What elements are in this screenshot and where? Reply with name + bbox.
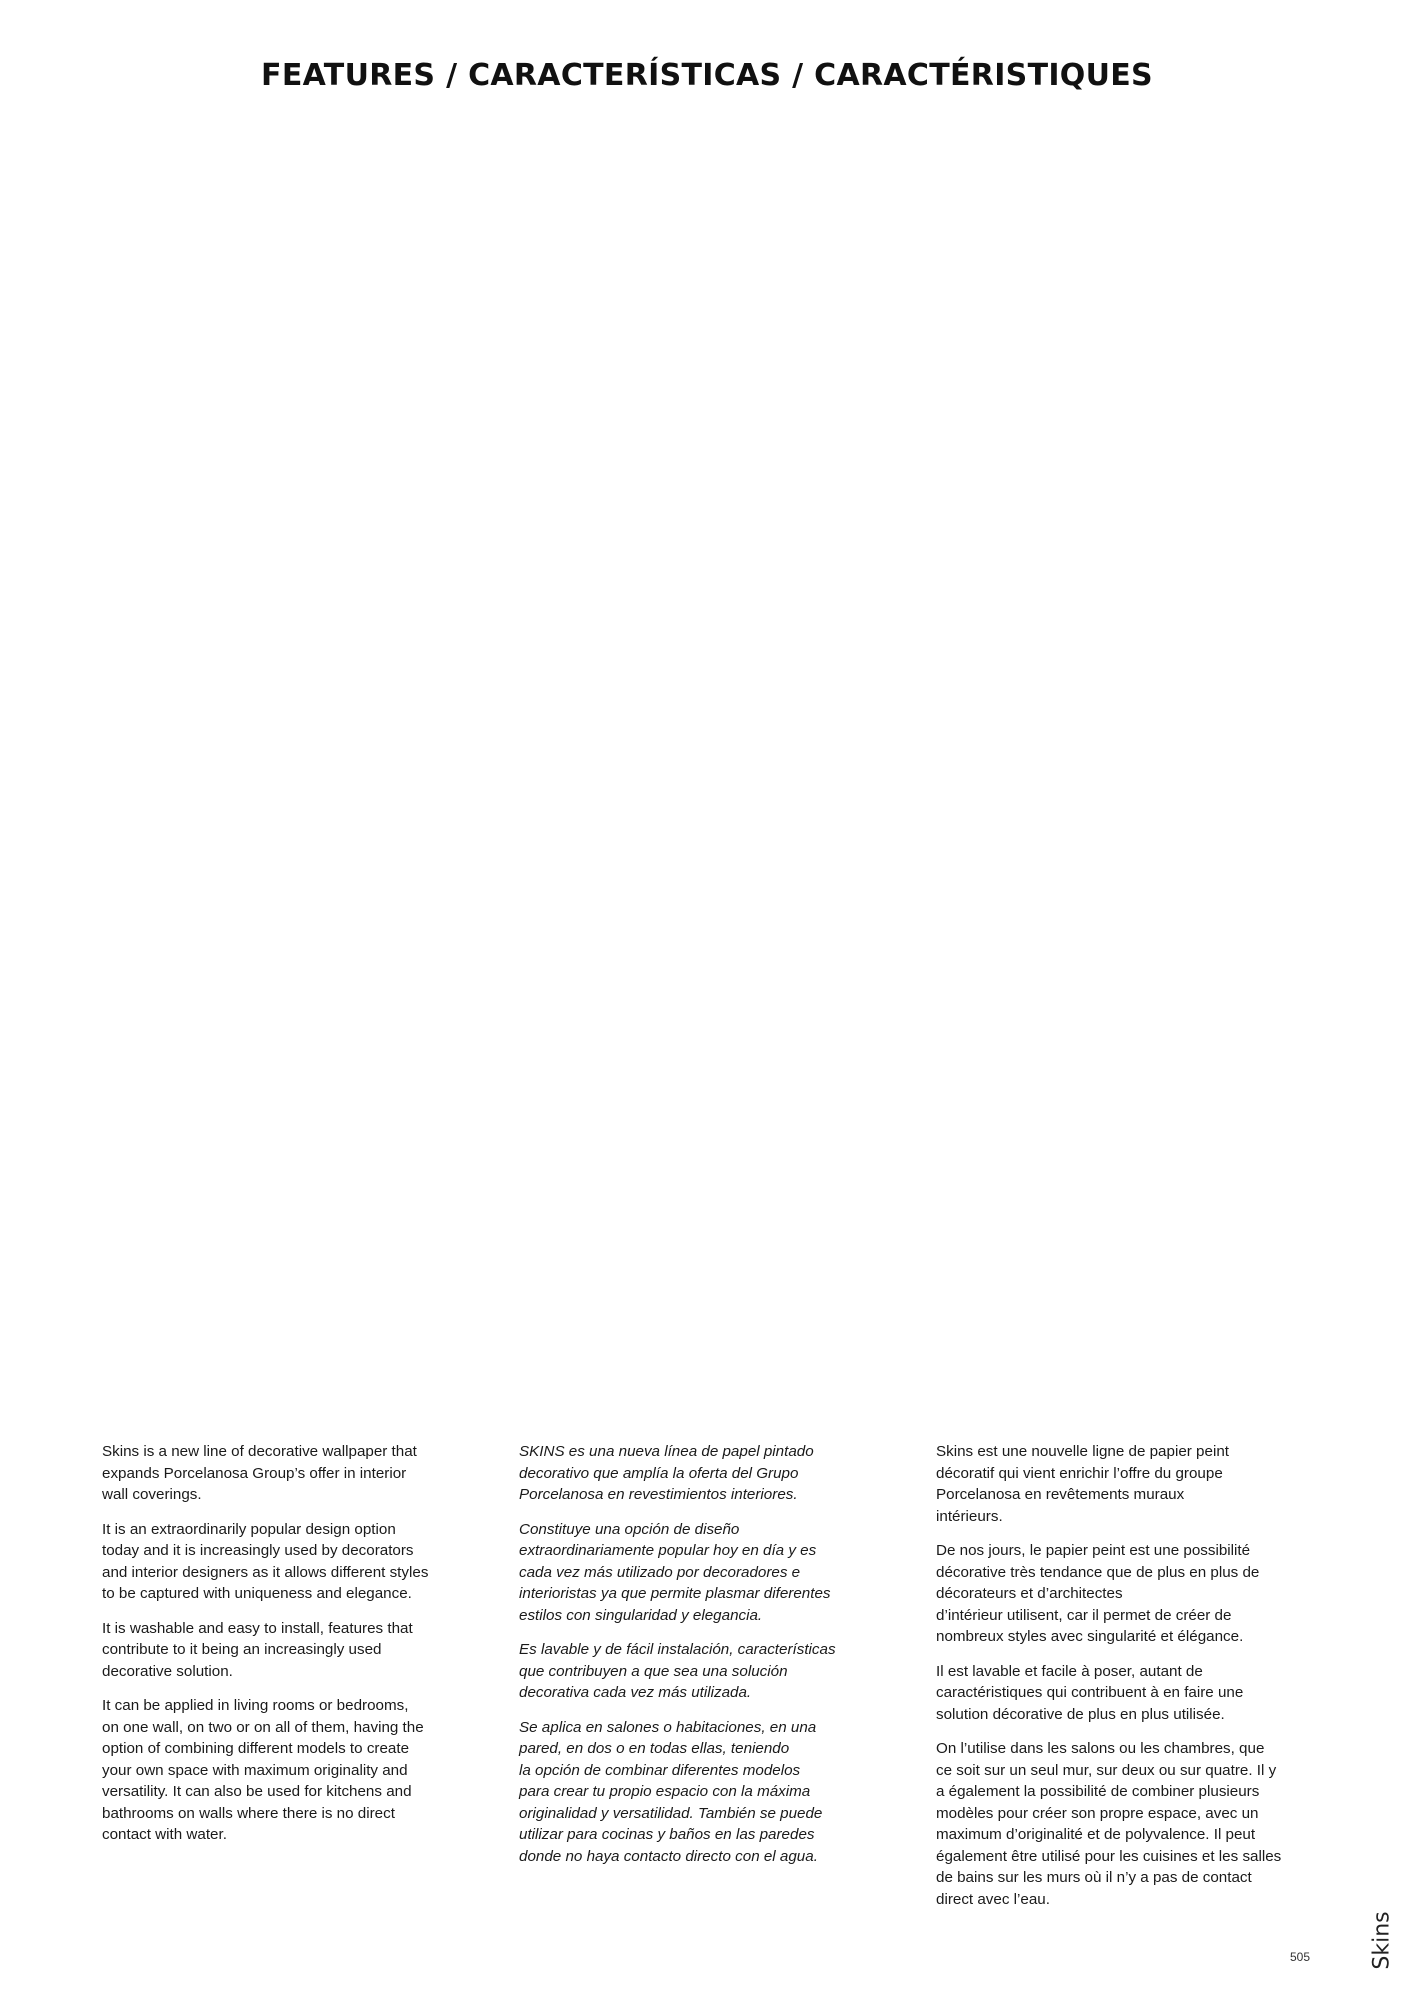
french-paragraph: Skins est une nouvelle ligne de papier peint décoratif qui vient enrichir l’offre du groupe Porcelanosa en revêtements muraux intérieurs. (936, 1443, 1229, 1525)
spanish-text-column (519, 1441, 904, 1880)
feature-image-area (100, 130, 1314, 1410)
spanish-paragraph: Se aplica en salones o habitaciones, en una pared, en dos o en todas ellas, teniendo la opción de combinar diferentes modelos para crear tu propio espacio con la máxima originalidad y versatilidad. También se puede utilizar para cocinas y baños en las paredes donde no haya contacto directo con el agua. (519, 1718, 823, 1865)
french-paragraph: De nos jours, le papier peint est une possibilité décorative très tendance que de plus en plus de décorateurs et d’architectes d’intérieur utilisent, car il permet de créer de nombreux styles avec singularité et élégance. (936, 1542, 1260, 1645)
spanish-paragraph: SKINS es una nueva línea de papel pintado decorativo que amplía la oferta del Grupo Porcelanosa en revestimientos interiores. (519, 1443, 814, 1503)
section-label-text: Skins (1369, 1910, 1395, 1970)
english-paragraph: It can be applied in living rooms or bedrooms, on one wall, on two or on all of them, having the option of combining different models to create your own space with maximum originality and versatility. It can also be used for kitchens and bathrooms on walls where there is no direct contact with water. (102, 1697, 424, 1843)
page-title: FEATURES / CARACTERÍSTICAS / CARACTÉRISTIQUES (261, 58, 1153, 93)
page-number: 505 (1290, 1950, 1311, 1964)
french-text-column (936, 1441, 1321, 1923)
english-text-column (102, 1441, 487, 1859)
spanish-paragraph: Es lavable y de fácil instalación, características que contribuyen a que sea una solución decorativa cada vez más utilizada. (519, 1641, 836, 1701)
english-paragraph: It is an extraordinarily popular design option today and it is increasingly used by decorators and interior designers as it allows different styles to be captured with uniqueness and elegance. (102, 1520, 429, 1602)
french-paragraph: Il est lavable et facile à poser, autant de caractéristiques qui contribuent à en faire une solution décorative de plus en plus utilisée. (936, 1662, 1244, 1723)
french-paragraph: On l’utilise dans les salons ou les chambres, que ce soit sur un seul mur, sur deux ou sur quatre. Il y a également la possibilité de combiner plusieurs modèles pour créer son propre espace, avec un maximum d’originalité et de polyvalence. Il peut également être utilisé pour les cuisines et les salles de bains sur les murs où il n’y a pas de contact direct avec l’eau. (936, 1740, 1282, 1908)
english-paragraph: It is washable and easy to install, features that contribute to it being an increasingly used decorative solution. (102, 1619, 413, 1680)
section-label-vertical (1362, 1910, 1402, 1970)
english-paragraph: Skins is a new line of decorative wallpaper that expands Porcelanosa Group’s offer in interior wall coverings. (102, 1443, 417, 1503)
spanish-paragraph: Constituye una opción de diseño extraordinariamente popular hoy en día y es cada vez más utilizado por decoradores e interioristas ya que permite plasmar diferentes estilos con singularidad y elegancia. (519, 1520, 831, 1624)
